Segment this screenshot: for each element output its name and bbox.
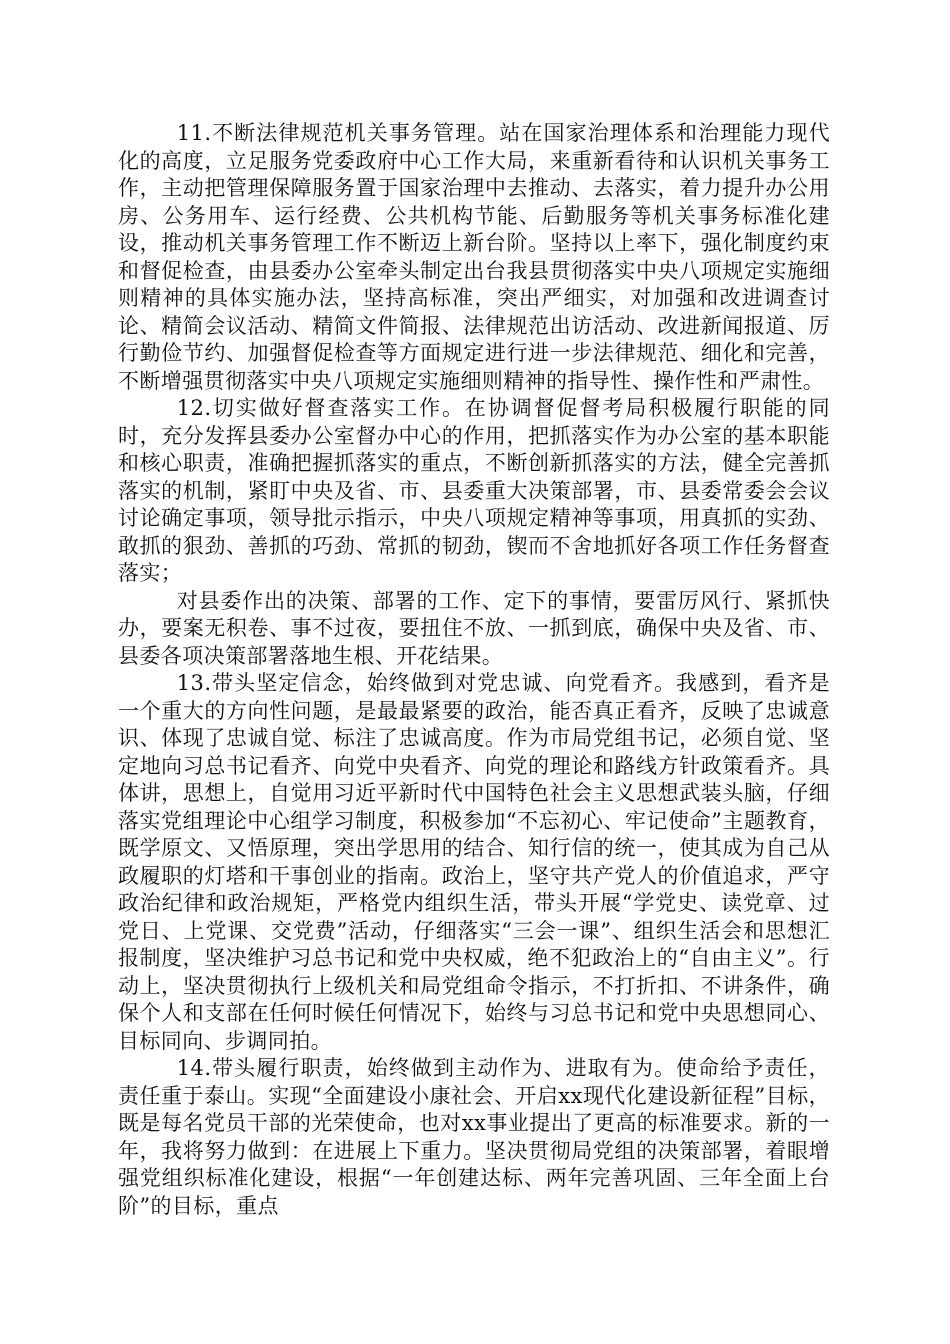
document-body bbox=[118, 120, 830, 1220]
paragraph-11: 11.不断法律规范机关事务管理。站在国家治理体系和治理能力现代化的高度，立足服务党委政府中心工作大局，来重新看待和认识机关事务工作，主动把管理保障服务置于国家治理中去推动、去落实，着力提升办公用房、公务用车、运行经费、公共机构节能、后勤服务等机关事务标准化建设，推动机关事务管理工作不断迈上新台阶。坚持以上率下，强化制度约束和督促检查，由县委办公室牵头制定出台我县贯彻落实中央八项规定实施细则精神的具体实施办法，坚持高标准，突出严细实，对加强和改进调查讨论、精简会议活动、精简文件简报、法律规范出访活动、改进新闻报道、厉行勤俭节约、加强督促检查等方面规定进行进一步法律规范、细化和完善，不断增强贯彻落实中央八项规定实施细则精神的指导性、操作性和严肃性。 bbox=[118, 121, 830, 393]
paragraph-14: 14.带头履行职责，始终做到主动作为、进取有为。使命给予责任，责任重于泰山。实现“全面建设小康社会、开启xx现代化建设新征程”目标，既是每名党员干部的光荣使命，也对xx事业提出了更高的标准要求。新的一年，我将努力做到：在进展上下重力。坚决贯彻局党组的决策部署，着眼增强党组织标准化建设，根据“一年创建达标、两年完善巩固、三年全面上台阶”的目标，重点 bbox=[118, 1056, 830, 1218]
paragraph-12-continued: 对县委作出的决策、部署的工作、定下的事情，要雷厉风行、紧抓快办，要案无积卷、事不过夜，要扭住不放、一抓到底，确保中央及省、市、县委各项决策部署落地生根、开花结果。 bbox=[118, 588, 830, 668]
paragraph-12: 12.切实做好督查落实工作。在协调督促督考局积极履行职能的同时，充分发挥县委办公室督办中心的作用，把抓落实作为办公室的基本职能和核心职责，准确把握抓落实的重点，不断创新抓落实的方法，健全完善抓落实的机制，紧盯中央及省、市、县委重大决策部署，市、县委常委会会议讨论确定事项，领导批示指示，中央八项规定精神等事项，用真抓的实劲、敢抓的狠劲、善抓的巧劲、常抓的韧劲，锲而不舍地抓好各项工作任务督查落实； bbox=[118, 396, 830, 585]
paragraph-13: 13.带头坚定信念，始终做到对党忠诚、向党看齐。我感到，看齐是一个重大的方向性问题，是最最紧要的政治，能否真正看齐，反映了忠诚意识、体现了忠诚自觉、标注了忠诚高度。作为市局党组书记，必须自觉、坚定地向习总书记看齐、向党中央看齐、向党的理论和路线方针政策看齐。具体讲，思想上，自觉用习近平新时代中国特色社会主义思想武装头脑，仔细落实党组理论中心组学习制度，积极参加“不忘初心、牢记使命”主题教育，既学原文、又悟原理，突出学思用的结合、知行信的统一，使其成为自己从政履职的灯塔和干事创业的指南。政治上，坚守共产党人的价值追求，严守政治纪律和政治规矩，严格党内组织生活，带头开展“学党史、读党章、过党日、上党课、交党费”活动，仔细落实“三会一课”、组织生活会和思想汇报制度，坚决维护习总书记和党中央权威，绝不犯政治上的“自由主义”。行动上，坚决贯彻执行上级机关和局党组命令指示，不打折扣、不讲条件，确保个人和支部在任何时候任何情况下，始终与习总书记和党中央思想同心、目标同向、步调同拍。 bbox=[118, 671, 830, 1053]
